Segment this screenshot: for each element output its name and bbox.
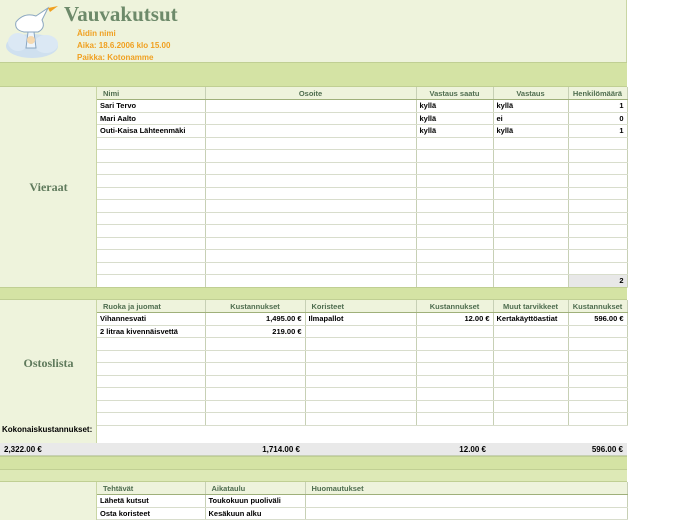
col-food-cost-header: Kustannukset xyxy=(205,300,305,313)
guest-row xyxy=(97,125,627,138)
guest-row xyxy=(97,200,627,213)
decor-total: 12.00 € xyxy=(459,445,486,454)
guest-cell[interactable] xyxy=(493,212,568,225)
shopping-cell[interactable] xyxy=(568,413,627,426)
section-divider xyxy=(0,287,627,300)
guest-cell[interactable] xyxy=(493,187,568,200)
guest-row xyxy=(97,175,627,188)
shopping-row xyxy=(97,388,627,401)
guest-cell[interactable]: Mari Aalto xyxy=(97,112,205,125)
guest-cell[interactable] xyxy=(416,162,493,175)
col-decor-cost-header: Kustannukset xyxy=(416,300,493,313)
guest-cell[interactable] xyxy=(97,237,205,250)
shopping-cell[interactable] xyxy=(205,338,305,351)
guest-cell[interactable] xyxy=(416,262,493,275)
guest-cell[interactable] xyxy=(205,187,416,200)
shopping-cell[interactable] xyxy=(568,388,627,401)
guest-cell[interactable] xyxy=(97,150,205,163)
shopping-cell[interactable] xyxy=(97,413,205,426)
shopping-cell[interactable] xyxy=(305,400,416,413)
guest-cell[interactable] xyxy=(416,200,493,213)
guest-cell[interactable] xyxy=(205,262,416,275)
shopping-cell[interactable]: Ilmapallot xyxy=(305,313,416,326)
guest-cell[interactable] xyxy=(493,262,568,275)
guest-cell[interactable] xyxy=(493,200,568,213)
shopping-cell[interactable] xyxy=(568,400,627,413)
guest-cell[interactable] xyxy=(205,175,416,188)
col-schedule-header: Aikataulu xyxy=(205,482,305,495)
event-place: Paikka: Kotonamme xyxy=(77,53,154,62)
guest-cell[interactable] xyxy=(97,262,205,275)
guests-section-label: Vieraat xyxy=(29,180,68,194)
shopping-cell[interactable] xyxy=(305,363,416,376)
stork-logo-icon xyxy=(2,2,62,60)
guest-row xyxy=(97,150,627,163)
guest-cell[interactable] xyxy=(205,112,416,125)
shopping-row xyxy=(97,350,627,363)
guest-cell[interactable] xyxy=(568,250,627,263)
col-tasks-header: Tehtävät xyxy=(97,482,205,495)
shopping-cell[interactable] xyxy=(97,375,205,388)
shopping-cell[interactable] xyxy=(416,413,493,426)
shopping-row xyxy=(97,338,627,351)
task-cell[interactable]: Osta koristeet xyxy=(97,507,205,520)
shopping-cell[interactable] xyxy=(493,375,568,388)
section-divider xyxy=(0,456,627,469)
guest-cell[interactable] xyxy=(97,250,205,263)
shopping-cell[interactable] xyxy=(493,338,568,351)
shopping-cell[interactable] xyxy=(205,375,305,388)
col-notes-header: Huomautukset xyxy=(305,482,627,495)
col-address-header: Osoite xyxy=(205,87,416,100)
guest-cell[interactable] xyxy=(205,225,416,238)
guest-cell[interactable] xyxy=(416,175,493,188)
section-divider xyxy=(0,469,627,482)
col-decor-header: Koristeet xyxy=(305,300,416,313)
guest-cell[interactable] xyxy=(493,162,568,175)
other-total: 596.00 € xyxy=(591,445,623,454)
guest-cell[interactable] xyxy=(97,187,205,200)
shopping-cell[interactable] xyxy=(493,400,568,413)
shopping-cell[interactable] xyxy=(305,375,416,388)
shopping-cell[interactable] xyxy=(205,413,305,426)
guest-row xyxy=(97,137,627,150)
guest-cell[interactable] xyxy=(568,200,627,213)
guest-row xyxy=(97,262,627,275)
guest-cell[interactable] xyxy=(205,100,416,113)
task-cell[interactable]: Kesäkuun alku xyxy=(205,507,305,520)
shopping-cell[interactable] xyxy=(493,350,568,363)
guest-cell[interactable] xyxy=(416,237,493,250)
guest-cell[interactable] xyxy=(493,150,568,163)
guest-cell[interactable] xyxy=(568,150,627,163)
host-name: Äidin nimi xyxy=(77,29,116,38)
guest-cell[interactable]: ei xyxy=(493,112,568,125)
guest-cell[interactable]: 1 xyxy=(568,100,627,113)
shopping-cell[interactable] xyxy=(305,350,416,363)
task-cell[interactable]: Lähetä kutsut xyxy=(97,495,205,508)
guest-cell[interactable] xyxy=(205,162,416,175)
shopping-cell[interactable]: 1,495.00 € xyxy=(205,313,305,326)
tasks-header-row xyxy=(97,482,627,495)
guest-row xyxy=(97,237,627,250)
guest-cell[interactable] xyxy=(416,187,493,200)
page-title: Vauvakutsut xyxy=(64,2,178,26)
task-cell[interactable]: Toukokuun puoliväli xyxy=(205,495,305,508)
task-row xyxy=(97,495,627,508)
guest-cell[interactable] xyxy=(97,200,205,213)
task-cell[interactable] xyxy=(305,495,627,508)
shopping-cell[interactable] xyxy=(416,400,493,413)
shopping-cell[interactable]: Vihannesvati xyxy=(97,313,205,326)
col-reply-header: Vastaus xyxy=(493,87,568,100)
shopping-cell[interactable] xyxy=(568,338,627,351)
guest-cell[interactable] xyxy=(493,225,568,238)
shopping-cell[interactable] xyxy=(205,400,305,413)
guest-cell[interactable] xyxy=(493,175,568,188)
guest-cell[interactable] xyxy=(205,150,416,163)
shopping-cell[interactable] xyxy=(568,363,627,376)
col-name-header: Nimi xyxy=(97,87,205,100)
guest-row xyxy=(97,162,627,175)
guest-cell[interactable] xyxy=(205,212,416,225)
guest-cell[interactable] xyxy=(416,250,493,263)
guest-cell[interactable] xyxy=(97,137,205,150)
shopping-cell[interactable] xyxy=(416,338,493,351)
guest-row xyxy=(97,212,627,225)
guest-row xyxy=(97,100,627,113)
guest-row xyxy=(97,187,627,200)
guest-cell[interactable] xyxy=(568,262,627,275)
guest-total-blank xyxy=(493,275,568,288)
guest-cell[interactable]: kyllä xyxy=(493,125,568,138)
guest-cell[interactable]: Outi-Kaisa Lähteenmäki xyxy=(97,125,205,138)
guest-total-blank xyxy=(205,275,416,288)
guest-cell[interactable] xyxy=(416,137,493,150)
shopping-cell[interactable] xyxy=(97,338,205,351)
food-total: 1,714.00 € xyxy=(262,445,300,454)
guest-cell[interactable] xyxy=(416,212,493,225)
shopping-cell[interactable]: 219.00 € xyxy=(205,325,305,338)
col-food-header: Ruoka ja juomat xyxy=(97,300,205,313)
headcount-total: 2 xyxy=(568,275,627,288)
guests-header-row xyxy=(97,87,627,100)
guests-table xyxy=(97,87,628,288)
guest-row xyxy=(97,112,627,125)
guest-cell[interactable] xyxy=(97,162,205,175)
shopping-cell[interactable] xyxy=(416,363,493,376)
guest-total-blank xyxy=(416,275,493,288)
guest-cell[interactable] xyxy=(568,225,627,238)
guest-cell[interactable] xyxy=(568,162,627,175)
col-headcount-header: Henkilömäärä xyxy=(568,87,627,100)
guest-cell[interactable]: Sari Tervo xyxy=(97,100,205,113)
shopping-row xyxy=(97,313,627,326)
shopping-cell[interactable] xyxy=(305,413,416,426)
shopping-cell[interactable] xyxy=(97,388,205,401)
shopping-cell[interactable] xyxy=(205,363,305,376)
shopping-cell[interactable] xyxy=(416,388,493,401)
shopping-row xyxy=(97,375,627,388)
shopping-cell[interactable] xyxy=(305,388,416,401)
shopping-cell[interactable] xyxy=(493,388,568,401)
shopping-header-row xyxy=(97,300,627,313)
shopping-table xyxy=(97,300,628,426)
shopping-cell[interactable] xyxy=(205,350,305,363)
event-time: Aika: 18.6.2006 klo 15.00 xyxy=(77,41,171,50)
guest-cell[interactable] xyxy=(205,125,416,138)
col-other-cost-header: Kustannukset xyxy=(568,300,627,313)
shopping-section-side xyxy=(0,300,97,443)
shopping-cell[interactable] xyxy=(568,325,627,338)
guest-cell[interactable]: 1 xyxy=(568,125,627,138)
shopping-cell[interactable] xyxy=(416,375,493,388)
shopping-cell[interactable]: 12.00 € xyxy=(416,313,493,326)
guest-cell[interactable] xyxy=(97,225,205,238)
col-reply-received-header: Vastaus saatu xyxy=(416,87,493,100)
shopping-cell[interactable] xyxy=(305,325,416,338)
totals-row xyxy=(0,443,627,456)
guest-cell[interactable] xyxy=(205,200,416,213)
guest-total-blank xyxy=(97,275,205,288)
task-cell[interactable] xyxy=(305,507,627,520)
guest-cell[interactable] xyxy=(493,237,568,250)
shopping-cell[interactable] xyxy=(97,363,205,376)
guest-cell[interactable] xyxy=(416,225,493,238)
guest-cell[interactable]: kyllä xyxy=(416,100,493,113)
tasks-table xyxy=(97,482,628,520)
guest-cell[interactable]: kyllä xyxy=(416,112,493,125)
shopping-cell[interactable] xyxy=(493,363,568,376)
shopping-cell[interactable] xyxy=(493,325,568,338)
guest-cell[interactable]: 0 xyxy=(568,112,627,125)
shopping-cell[interactable]: Kertakäyttöastiat xyxy=(493,313,568,326)
section-divider xyxy=(0,62,627,87)
shopping-cell[interactable] xyxy=(97,350,205,363)
shopping-section-label: Ostoslista xyxy=(23,356,74,370)
guest-cell[interactable] xyxy=(205,137,416,150)
shopping-row xyxy=(97,413,627,426)
guest-row xyxy=(97,225,627,238)
guest-cell[interactable] xyxy=(205,250,416,263)
guest-cell[interactable] xyxy=(416,150,493,163)
shopping-cell[interactable] xyxy=(568,375,627,388)
grand-total: 2,322.00 € xyxy=(4,445,42,454)
guest-cell[interactable] xyxy=(97,212,205,225)
shopping-cell[interactable] xyxy=(97,400,205,413)
guest-cell[interactable] xyxy=(568,187,627,200)
guest-cell[interactable] xyxy=(493,137,568,150)
shopping-cell[interactable]: 2 litraa kivennäisvettä xyxy=(97,325,205,338)
guest-total-row xyxy=(97,275,627,288)
shopping-cell[interactable] xyxy=(568,350,627,363)
total-cost-label: Kokonaiskustannukset: xyxy=(2,425,93,434)
shopping-cell[interactable]: 596.00 € xyxy=(568,313,627,326)
guest-cell[interactable] xyxy=(97,175,205,188)
shopping-cell[interactable] xyxy=(205,388,305,401)
guest-cell[interactable] xyxy=(568,175,627,188)
guest-row xyxy=(97,250,627,263)
guest-cell[interactable] xyxy=(568,137,627,150)
guest-cell[interactable] xyxy=(493,250,568,263)
guest-cell[interactable] xyxy=(205,237,416,250)
guest-cell[interactable] xyxy=(568,237,627,250)
guest-cell[interactable]: kyllä xyxy=(493,100,568,113)
guest-cell[interactable] xyxy=(568,212,627,225)
shopping-row xyxy=(97,400,627,413)
guest-cell[interactable]: kyllä xyxy=(416,125,493,138)
shopping-cell[interactable] xyxy=(416,350,493,363)
tasks-section-side xyxy=(0,482,97,520)
task-row xyxy=(97,507,627,520)
shopping-row xyxy=(97,363,627,376)
shopping-cell[interactable] xyxy=(493,413,568,426)
shopping-cell[interactable] xyxy=(416,325,493,338)
shopping-row xyxy=(97,325,627,338)
shopping-cell[interactable] xyxy=(305,338,416,351)
col-other-header: Muut tarvikkeet xyxy=(493,300,568,313)
